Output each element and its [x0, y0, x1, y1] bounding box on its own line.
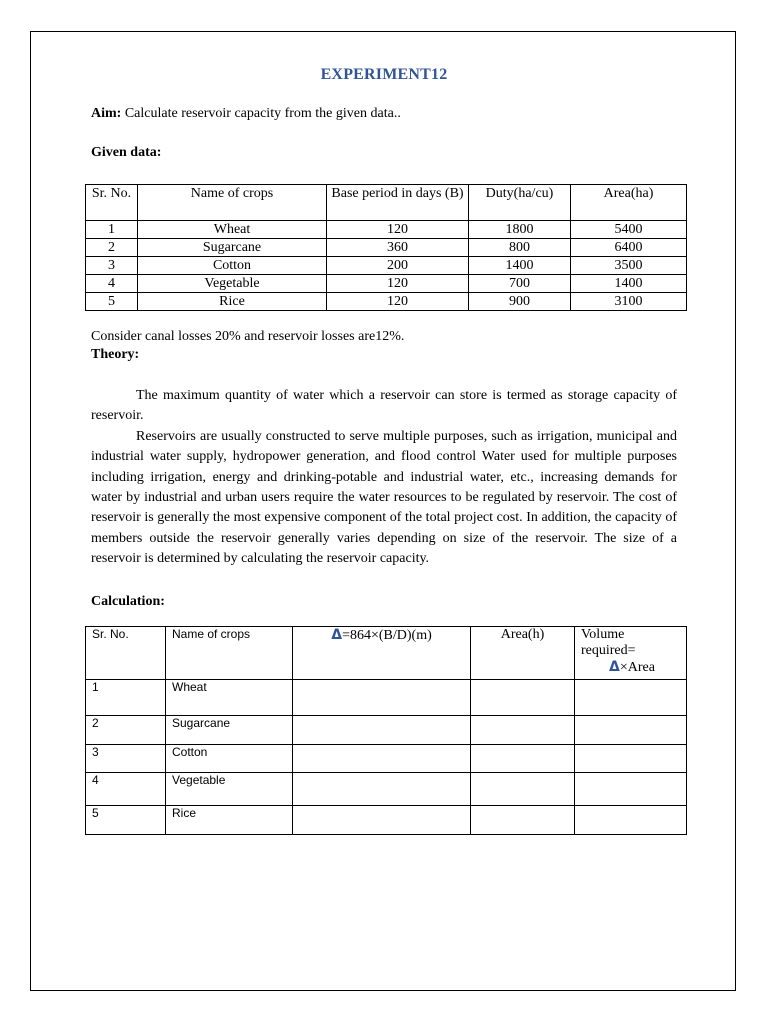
table-cell: 1: [86, 221, 138, 239]
table-row: [86, 806, 687, 835]
table-cell: [471, 806, 575, 835]
table-cell: [575, 716, 687, 745]
calc-header-delta-formula: [293, 627, 471, 680]
table-cell: [293, 773, 471, 806]
given-header-base-period: Base period in days (B): [327, 185, 469, 221]
table-cell: [293, 716, 471, 745]
calc-header-area: Area(h): [471, 627, 575, 680]
table-cell: Vegetable: [166, 773, 293, 806]
theory-paragraph: The maximum quantity of water which a reservoir can store is termed as storage capacity of reservoir.: [91, 388, 677, 424]
losses-note: Consider canal losses 20% and reservoir losses are12%.: [91, 329, 405, 344]
given-data-heading: Given data:: [91, 145, 162, 160]
table-cell: 120: [327, 293, 469, 311]
page-title: EXPERIMENT12: [320, 66, 448, 83]
table-row: [86, 293, 687, 311]
given-table-header-row: [86, 185, 687, 221]
table-cell: 1400: [469, 257, 571, 275]
table-row: [86, 275, 687, 293]
theory-paragraph: Reservoirs are usually constructed to serve multiple purposes, such as irrigation, municipal and industrial water supply, hydropower generation, and flood control Water used for multiple purposes including irrigation, energy and drinking-potable and industrial water, etc., increasing demands for water by industrial and urban users require the water resources to be regulated by reservoir. The cost of reservoir is generally the most expensive component of the total project cost. In addition, the capacity of members outside the reservoir generally varies depending on size of the reservoir. The size of a reservoir is determined by calculating the reservoir capacity.: [91, 428, 677, 567]
table-cell: Cotton: [138, 257, 327, 275]
table-cell: [575, 745, 687, 773]
table-cell: 5400: [571, 221, 687, 239]
table-cell: Wheat: [166, 680, 293, 716]
calc-header-sr: Sr. No.: [86, 627, 166, 680]
table-cell: 2: [86, 239, 138, 257]
table-cell: [575, 773, 687, 806]
table-cell: 360: [327, 239, 469, 257]
delta-symbol: Δ: [331, 627, 343, 643]
aim-line: [91, 106, 401, 122]
calculation-table: [85, 626, 687, 835]
table-cell: Cotton: [166, 745, 293, 773]
table-cell: [471, 680, 575, 716]
given-header-duty: Duty(ha/cu): [469, 185, 571, 221]
volume-line1: Volume: [581, 627, 625, 642]
table-row: [86, 257, 687, 275]
table-cell: Rice: [138, 293, 327, 311]
table-cell: Wheat: [138, 221, 327, 239]
table-cell: [471, 716, 575, 745]
table-cell: [293, 680, 471, 716]
table-cell: 200: [327, 257, 469, 275]
table-row: [86, 773, 687, 806]
calculation-heading: Calculation:: [91, 594, 165, 609]
given-header-crop: Name of crops: [138, 185, 327, 221]
calc-header-crop: Name of crops: [166, 627, 293, 680]
delta-formula-text: =864×(B/D)(m): [342, 628, 432, 643]
table-cell: 3: [86, 745, 166, 773]
table-cell: 4: [86, 773, 166, 806]
volume-line3: [581, 659, 680, 676]
aim-text: Calculate reservoir capacity from the given data..: [121, 106, 401, 121]
table-row: [86, 221, 687, 239]
table-cell: 900: [469, 293, 571, 311]
table-row: [86, 239, 687, 257]
volume-delta-symbol: Δ: [609, 659, 620, 675]
table-cell: 800: [469, 239, 571, 257]
given-data-table: [85, 184, 687, 311]
table-cell: 3: [86, 257, 138, 275]
calc-table-header-row: [86, 627, 687, 680]
table-cell: 5: [86, 293, 138, 311]
table-cell: [471, 773, 575, 806]
given-header-sr: Sr. No.: [86, 185, 138, 221]
table-cell: 2: [86, 716, 166, 745]
aim-label: Aim:: [91, 106, 122, 121]
table-cell: [575, 680, 687, 716]
table-cell: Vegetable: [138, 275, 327, 293]
table-cell: 3500: [571, 257, 687, 275]
table-cell: 5: [86, 806, 166, 835]
table-row: [86, 745, 687, 773]
table-cell: 700: [469, 275, 571, 293]
table-cell: 3100: [571, 293, 687, 311]
table-cell: 1400: [571, 275, 687, 293]
table-cell: 120: [327, 221, 469, 239]
table-cell: Rice: [166, 806, 293, 835]
given-header-area: Area(ha): [571, 185, 687, 221]
volume-area-text: ×Area: [619, 660, 655, 675]
table-row: [86, 716, 687, 745]
calc-header-volume: [575, 627, 687, 680]
table-cell: [575, 806, 687, 835]
table-cell: Sugarcane: [138, 239, 327, 257]
table-cell: 120: [327, 275, 469, 293]
table-cell: 1: [86, 680, 166, 716]
table-cell: 1800: [469, 221, 571, 239]
table-cell: [471, 745, 575, 773]
table-row: [86, 680, 687, 716]
theory-heading: Theory:: [91, 347, 140, 362]
table-cell: [293, 806, 471, 835]
volume-line2: required=: [581, 643, 636, 658]
table-cell: [293, 745, 471, 773]
table-cell: Sugarcane: [166, 716, 293, 745]
table-cell: 4: [86, 275, 138, 293]
table-cell: 6400: [571, 239, 687, 257]
theory-body: [91, 386, 677, 570]
